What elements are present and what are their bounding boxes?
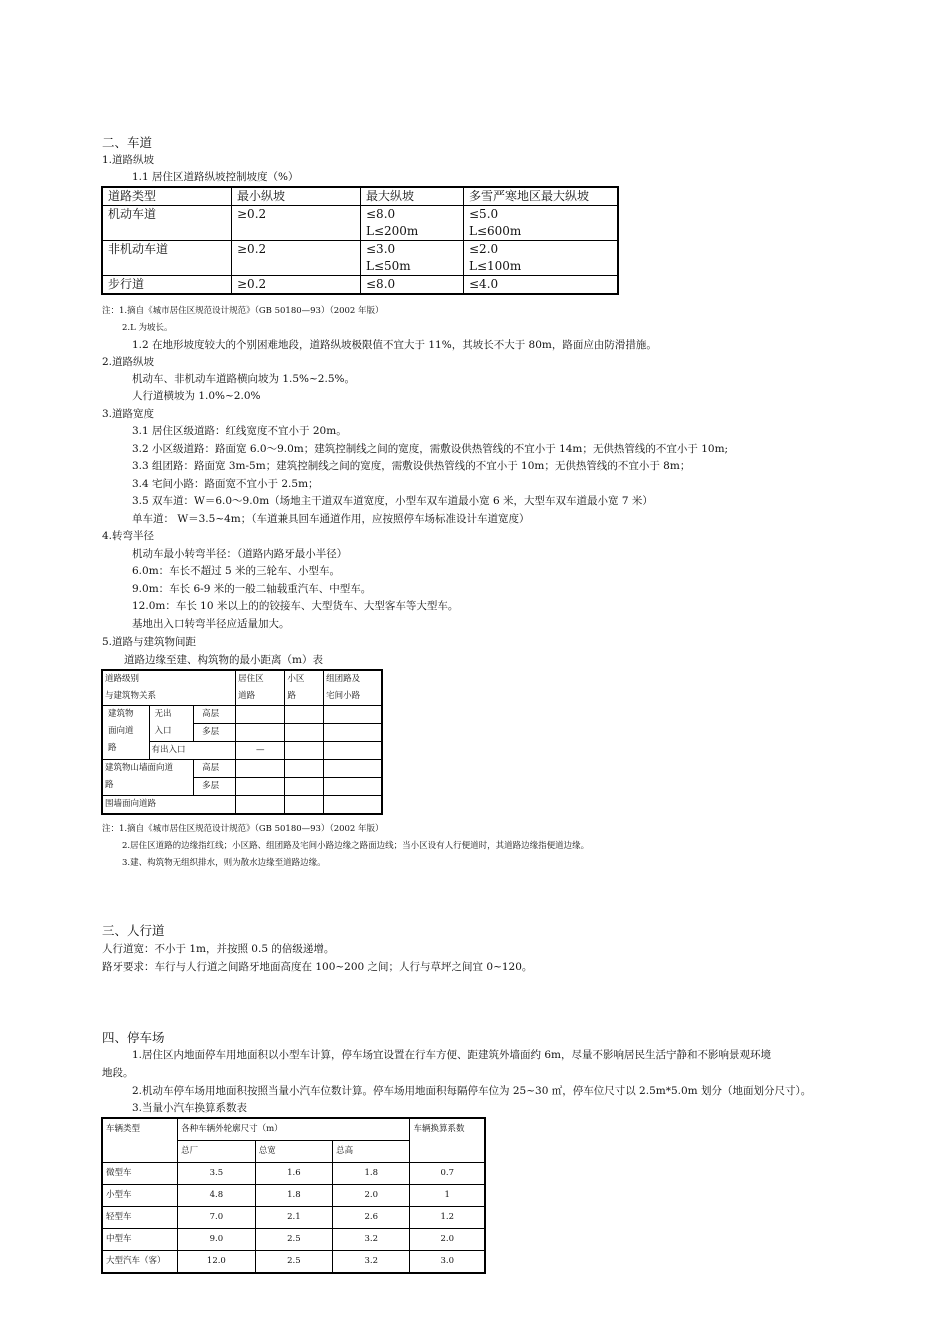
table-header-cell: 车辆类型 <box>102 1118 178 1163</box>
table-cell: 12.0 <box>178 1251 256 1274</box>
table-cell <box>285 724 324 742</box>
note: 2.L 为坡长。 <box>122 323 173 333</box>
table-cell: ≥0.2 <box>232 241 361 276</box>
table-cell: 2.5 <box>255 1251 332 1274</box>
table-header-cell <box>102 670 236 706</box>
table-cell: 多层 <box>194 778 236 796</box>
table-cell <box>102 760 194 796</box>
subheading-1: 1.道路纵坡 <box>102 154 155 166</box>
table-cell: 2.6 <box>333 1207 410 1229</box>
table-row <box>102 241 618 276</box>
cell-line: 路 <box>105 780 114 790</box>
table-cell <box>464 241 619 276</box>
table-cell: 大型汽车（客） <box>102 1251 178 1274</box>
table-cell: 微型车 <box>102 1163 178 1185</box>
section-title-sidewalk: 三、人行道 <box>102 923 165 938</box>
table-cell: 1.2 <box>410 1207 485 1229</box>
cell-line: 道路级别 <box>105 674 140 684</box>
table-header-cell <box>324 670 382 706</box>
table-cell: 有出入口 <box>149 742 236 760</box>
cell-line: 建筑物 <box>108 709 134 719</box>
subheading-4: 4.转弯半径 <box>102 530 155 542</box>
table-header-cell <box>236 670 285 706</box>
subheading-2: 2.道路纵坡 <box>102 356 155 368</box>
table-cell: 围墙面向道路 <box>102 796 236 815</box>
paragraph: 地段。 <box>102 1067 134 1079</box>
cell-line: 与建筑物关系 <box>105 691 157 701</box>
cell-line: 入口 <box>154 726 172 736</box>
cell-line: 组团路及 <box>326 674 361 684</box>
cell-line: 小区 <box>287 674 305 684</box>
table-cell: 2.0 <box>333 1185 410 1207</box>
table-header-cell <box>285 670 324 706</box>
cell-line: ≤5.0 <box>469 207 499 221</box>
table-header-cell: 总厂 <box>178 1141 256 1163</box>
table-cell <box>324 778 382 796</box>
paragraph: 人行道横坡为 1.0%~2.0% <box>132 390 261 402</box>
distance-table <box>101 669 383 815</box>
section-title-parking: 四、停车场 <box>102 1030 165 1045</box>
cell-line: L≤100m <box>469 259 522 273</box>
cell-line: L≤200m <box>366 224 419 238</box>
subheading-1-1: 1.1 居住区道路纵坡控制坡度（%） <box>132 171 299 183</box>
cell-line: 无出 <box>154 709 172 719</box>
paragraph: 1.居住区内地面停车用地面积以小型车计算，停车场宜设置在行车方便、距建筑外墙面约 6m，尽量不影响居民生活宁静和不影响景观环境 <box>132 1049 771 1061</box>
table-row <box>102 796 382 815</box>
table-title: 道路边缘至建、构筑物的最小距离（m）表 <box>124 654 323 666</box>
subheading-5: 5.道路与建筑物间距 <box>102 636 197 648</box>
paragraph: 机动车最小转弯半径：（道路内路牙最小半径） <box>132 548 348 560</box>
table-cell <box>361 241 464 276</box>
table-row <box>102 1207 485 1229</box>
cell-line: ≤2.0 <box>469 242 499 256</box>
table-cell: — <box>236 742 285 760</box>
cell-line: 道路 <box>238 691 256 701</box>
table-cell <box>236 778 285 796</box>
table-header-row <box>102 1118 485 1141</box>
table-cell: 3.0 <box>410 1251 485 1274</box>
table-cell: 高层 <box>194 760 236 778</box>
table-cell <box>285 742 324 760</box>
table-cell: 1 <box>410 1185 485 1207</box>
cell-line: 路 <box>108 743 117 753</box>
table-cell: 2.1 <box>255 1207 332 1229</box>
paragraph: 路牙要求：车行与人行道之间路牙地面高度在 100~200 之间；人行与草坪之间宜 0~120。 <box>102 961 533 973</box>
table-title: 3.当量小汽车换算系数表 <box>132 1102 248 1114</box>
table-row <box>102 760 382 778</box>
table-header-cell: 多雪严寒地区最大纵坡 <box>464 187 619 206</box>
table-cell: 步行道 <box>102 276 232 295</box>
subheading-3: 3.道路宽度 <box>102 408 155 420</box>
paragraph: 3.3 组团路：路面宽 3m-5m；建筑控制线之间的宽度，需敷设供热管线的不宜小于 10m；无供热管线的不宜小于 8m； <box>132 460 691 472</box>
paragraph: 3.2 小区级道路：路面宽 6.0～9.0m；建筑控制线之间的宽度，需敷设供热管线的不宜小于 14m；无供热管线的不宜小于 10m; <box>132 443 729 455</box>
table-cell: 高层 <box>194 706 236 724</box>
table-header-row <box>102 670 382 706</box>
paragraph: 3.1 居住区级道路：红线宽度不宜小于 20m。 <box>132 425 347 437</box>
paragraph: 6.0m：车长不超过 5 米的三轮车、小型车。 <box>132 565 341 577</box>
table-cell: 9.0 <box>178 1229 256 1251</box>
table-cell: ≤4.0 <box>464 276 619 295</box>
note: 2.居住区道路的边缘指红线；小区路、组团路及宅间小路边缘之路面边线；当小区设有人行便道时，其道路边缘指便道边缘。 <box>122 841 590 851</box>
table-cell <box>236 796 285 815</box>
paragraph: 1.2 在地形坡度较大的个别困难地段，道路纵坡极限值不宜大于 11%，其坡长不大于 80m，路面应由防滑措施。 <box>132 339 657 351</box>
table-cell: ≥0.2 <box>232 206 361 241</box>
table-cell: 4.8 <box>178 1185 256 1207</box>
table-cell <box>324 724 382 742</box>
table-row <box>102 1251 485 1274</box>
table-header-cell: 最大纵坡 <box>361 187 464 206</box>
table-row <box>102 206 618 241</box>
cell-line: L≤600m <box>469 224 522 238</box>
table-cell: 中型车 <box>102 1229 178 1251</box>
table-cell: 小型车 <box>102 1185 178 1207</box>
table-cell <box>102 706 149 760</box>
table-cell: 2.5 <box>255 1229 332 1251</box>
note: 注：1.摘自《城市居住区规范设计规范》（GB 50180—93）（2002 年版） <box>102 306 384 316</box>
table-cell: 1.8 <box>333 1163 410 1185</box>
paragraph: 3.4 宅间小路：路面宽不宜小于 2.5m； <box>132 478 319 490</box>
table-row <box>102 276 618 295</box>
table-header-row <box>102 187 618 206</box>
table-cell: 1.8 <box>255 1185 332 1207</box>
table-cell <box>285 706 324 724</box>
table-header-cell: 道路类型 <box>102 187 232 206</box>
table-cell <box>324 742 382 760</box>
table-cell: 3.2 <box>333 1251 410 1274</box>
cell-line: ≤3.0 <box>366 242 396 256</box>
table-cell: ≥0.2 <box>232 276 361 295</box>
note: 注：1.摘自《城市居住区规范设计规范》（GB 50180—93）（2002 年版） <box>102 824 384 834</box>
table-cell: 非机动车道 <box>102 241 232 276</box>
cell-line: 建筑物山墙面向道 <box>105 763 174 773</box>
paragraph: 机动车、非机动车道路横向坡为 1.5%~2.5%。 <box>132 373 355 385</box>
table-cell <box>324 706 382 724</box>
cell-line: 路 <box>287 691 296 701</box>
table-cell: 7.0 <box>178 1207 256 1229</box>
cell-line: 面向道 <box>108 726 134 736</box>
table-header-cell: 总宽 <box>255 1141 332 1163</box>
cell-line: 居住区 <box>238 674 264 684</box>
paragraph: 人行道宽：不小于 1m，并按照 0.5 的倍级递增。 <box>102 943 335 955</box>
table-cell: 轻型车 <box>102 1207 178 1229</box>
table-cell: 机动车道 <box>102 206 232 241</box>
table-header-cell: 车辆换算系数 <box>410 1118 485 1163</box>
table-header-cell: 各种车辆外轮廓尺寸（m） <box>178 1118 410 1141</box>
paragraph: 12.0m：车长 10 米以上的的铰接车、大型货车、大型客车等大型车。 <box>132 600 459 612</box>
table-cell: 2.0 <box>410 1229 485 1251</box>
paragraph: 单车道： W＝3.5~4m；（车道兼具回车通道作用，应按照停车场标准设计车道宽度） <box>132 513 530 525</box>
table-cell: ≤8.0 <box>361 276 464 295</box>
paragraph: 2.机动车停车场用地面积按照当量小汽车位数计算。停车场用地面积每隔停车位为 25~30 ㎡，停车位尺寸以 2.5m*5.0m 划分（地面划分尺寸）。 <box>132 1085 812 1097</box>
vehicle-conversion-table <box>101 1117 486 1274</box>
paragraph: 3.5 双车道：W＝6.0～9.0m（场地主干道双车道宽度，小型车双车道最小宽 6 米，大型车双车道最小宽 7 米） <box>132 495 653 507</box>
table-cell <box>149 706 194 742</box>
cell-line: ≤8.0 <box>366 207 396 221</box>
table-cell <box>285 796 324 815</box>
table-header-cell: 总高 <box>333 1141 410 1163</box>
table-cell: 3.2 <box>333 1229 410 1251</box>
table-cell: 多层 <box>194 724 236 742</box>
table-cell <box>361 206 464 241</box>
table-cell <box>324 760 382 778</box>
table-cell: 0.7 <box>410 1163 485 1185</box>
table-row <box>102 1185 485 1207</box>
note: 3.建、构筑物无组织排水，则为散水边缘至道路边缘。 <box>122 858 326 868</box>
paragraph: 基地出入口转弯半径应适量加大。 <box>132 618 290 630</box>
table-row <box>102 1163 485 1185</box>
table-row <box>102 706 382 724</box>
cell-line: 宅间小路 <box>326 691 361 701</box>
table-cell <box>236 724 285 742</box>
table-cell <box>464 206 619 241</box>
table-header-cell: 最小纵坡 <box>232 187 361 206</box>
table-cell <box>324 796 382 815</box>
table-cell: 1.6 <box>255 1163 332 1185</box>
section-title-lanes: 二、车道 <box>102 135 153 150</box>
table-cell <box>236 706 285 724</box>
table-cell: 3.5 <box>178 1163 256 1185</box>
slope-table <box>101 186 619 295</box>
cell-line: L≤50m <box>366 259 411 273</box>
table-cell <box>285 778 324 796</box>
table-cell <box>236 760 285 778</box>
table-cell <box>285 760 324 778</box>
table-row <box>102 1229 485 1251</box>
paragraph: 9.0m：车长 6-9 米的一般二轴载重汽车、中型车。 <box>132 583 372 595</box>
